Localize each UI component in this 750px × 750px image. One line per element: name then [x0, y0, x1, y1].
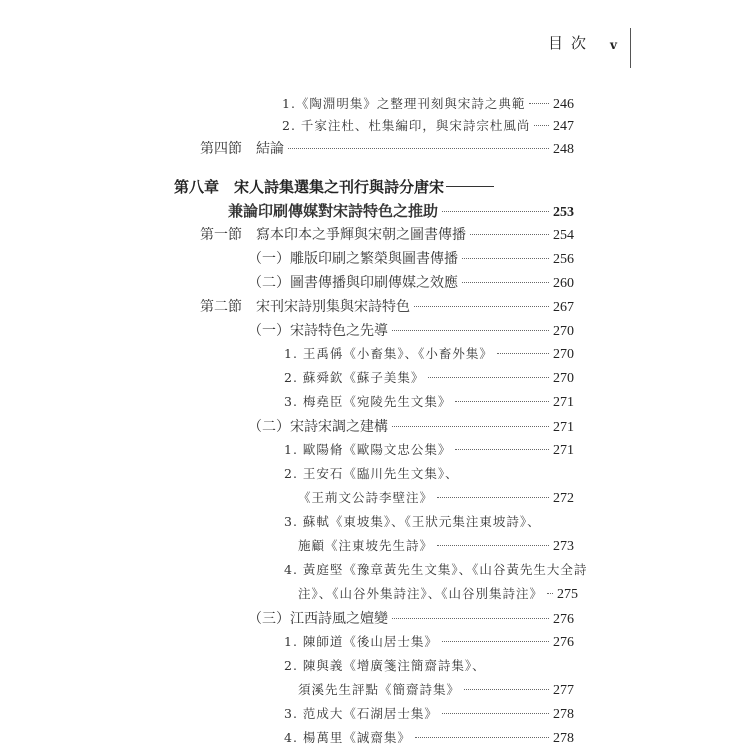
leader-dots [437, 497, 549, 498]
toc-entry-label: 1. 陳師道《後山居士集》 [284, 634, 438, 649]
toc-entry [282, 94, 574, 116]
toc-subsection [248, 320, 574, 342]
leader-dots [437, 545, 549, 546]
toc-entry-page: 278 [553, 731, 574, 746]
toc-entry-label: 2. 千家注杜、杜集編印，與宋詩宗杜風尚 [282, 118, 531, 133]
toc-chapter-label: 第八章 宋人詩集選集之刊行與詩分唐宋 [174, 178, 445, 196]
toc-entry-page: 272 [553, 491, 574, 506]
toc-entry-label: 施顧《注東坡先生詩》 [298, 538, 434, 553]
header-rule [630, 28, 631, 68]
leader-dots [455, 401, 549, 402]
toc-entry [284, 368, 574, 390]
toc-subsection-page: 271 [553, 420, 574, 435]
leader-dots [547, 593, 553, 594]
toc-subsection-page: 276 [553, 612, 574, 627]
toc-entry-label: 注》、《山谷外集詩注》、《山谷別集詩注》 [298, 586, 544, 601]
toc-subsection-page: 260 [553, 276, 574, 291]
toc-section-page: 248 [553, 142, 574, 157]
toc-entry-line1 [284, 512, 574, 534]
toc-section-label: 第四節 結論 [200, 141, 284, 157]
toc-section-page: 254 [553, 228, 574, 243]
toc-subsection-label: （二）圖書傳播與印刷傳媒之效應 [248, 275, 458, 291]
toc-subsection [248, 608, 574, 630]
toc-entry-line1 [284, 656, 574, 678]
toc-entry [284, 344, 574, 366]
leader-dots [414, 306, 549, 307]
toc-entry-label: 3. 范成大《石湖居士集》 [284, 706, 438, 721]
toc-chapter-subtitle [228, 200, 574, 222]
leader-dots [455, 449, 549, 450]
leader-dots [442, 211, 549, 212]
em-dash-rule [446, 186, 494, 187]
toc-entry-page: 271 [553, 443, 574, 458]
leader-dots [529, 103, 549, 104]
leader-dots [442, 641, 549, 642]
toc-entry-page: 271 [553, 395, 574, 410]
leader-dots [415, 737, 549, 738]
toc-subsection-page: 256 [553, 252, 574, 267]
toc-entry-line1 [284, 464, 574, 486]
toc-section-label: 第二節 宋刊宋詩別集與宋詩特色 [200, 299, 410, 315]
toc-section [200, 224, 574, 246]
toc-subsection-label: （二）宋詩宋調之建構 [248, 419, 388, 435]
toc-chapter-subtitle-label: 兼論印刷傳媒對宋詩特色之推助 [228, 202, 439, 220]
leader-dots [462, 282, 549, 283]
toc-entry-label: 2. 王安石《臨川先生文集》、 [284, 466, 459, 481]
toc-entry-label: 須溪先生評點《簡齋詩集》 [298, 682, 461, 697]
toc-entry-label: 4. 黃庭堅《豫章黃先生文集》、《山谷黃先生大全詩 [284, 562, 588, 577]
toc-entry-label: 4. 楊萬里《誠齋集》 [284, 730, 411, 745]
toc-entry-line2 [298, 680, 574, 702]
toc-entry [284, 728, 574, 750]
header-title: 目次 [548, 34, 595, 52]
leader-dots [442, 713, 549, 714]
toc-section-label: 第一節 寫本印本之爭輝與宋朝之圖書傳播 [200, 227, 466, 243]
leader-dots [392, 330, 549, 331]
toc-entry-page: 246 [553, 97, 574, 112]
toc-entry-label: 3. 蘇軾《東坡集》、《王狀元集注東坡詩》、 [284, 514, 541, 529]
leader-dots [497, 353, 549, 354]
toc-entry-line2 [298, 584, 579, 606]
toc-entry-label: 1. 歐陽脩《歐陽文忠公集》 [284, 442, 452, 457]
running-header [0, 28, 750, 68]
toc-section [200, 138, 574, 160]
toc-entry-label: 《王荊文公詩李壁注》 [298, 490, 434, 505]
toc-entry-line2 [298, 488, 574, 510]
toc-entry-label: 2. 蘇舜欽《蘇子美集》 [284, 370, 425, 385]
toc-subsection [248, 248, 574, 270]
leader-dots [392, 618, 549, 619]
toc-entry-label: 1. 王禹偁《小畜集》、《小畜外集》 [284, 346, 493, 361]
toc-entry [284, 440, 574, 462]
toc-subsection [248, 416, 574, 438]
leader-dots [428, 377, 549, 378]
toc-subsection-label: （三）江西詩風之嬗變 [248, 611, 388, 627]
toc-entry-page: 277 [553, 683, 574, 698]
toc-entry [284, 704, 574, 726]
toc-entry-page: 275 [557, 587, 579, 602]
toc-entry [284, 632, 574, 654]
toc-subsection-label: （一）宋詩特色之先導 [248, 323, 388, 339]
toc-entry-line2 [298, 536, 574, 558]
toc-section-page: 267 [553, 300, 574, 315]
toc-entry-page: 273 [553, 539, 574, 554]
toc-entry-label: 2. 陳與義《增廣箋注簡齋詩集》、 [284, 658, 486, 673]
toc-entry [284, 392, 574, 414]
leader-dots [392, 426, 549, 427]
toc-entry-page: 270 [553, 371, 574, 386]
toc-chapter-heading [174, 176, 494, 200]
toc-entry-label: 3. 梅堯臣《宛陵先生文集》 [284, 394, 452, 409]
toc-entry-page: 278 [553, 707, 574, 722]
leader-dots [288, 148, 549, 149]
toc-subsection-page: 270 [553, 324, 574, 339]
toc-entry-line1 [284, 560, 588, 582]
toc-entry-page: 276 [553, 635, 574, 650]
header-page-number: v [610, 38, 617, 52]
toc-entry [282, 116, 574, 138]
leader-dots [470, 234, 549, 235]
toc-entry-page: 270 [553, 347, 574, 362]
leader-dots [464, 689, 549, 690]
toc-entry-label: 1.《陶淵明集》之整理刊刻與宋詩之典範 [282, 96, 526, 111]
toc-subsection [248, 272, 574, 294]
toc-subsection-label: （一）雕版印刷之繁榮與圖書傳播 [248, 251, 458, 267]
toc-section [200, 296, 574, 318]
leader-dots [534, 125, 549, 126]
leader-dots [462, 258, 549, 259]
toc-chapter-page: 253 [553, 205, 574, 220]
toc-entry-page: 247 [553, 119, 574, 134]
